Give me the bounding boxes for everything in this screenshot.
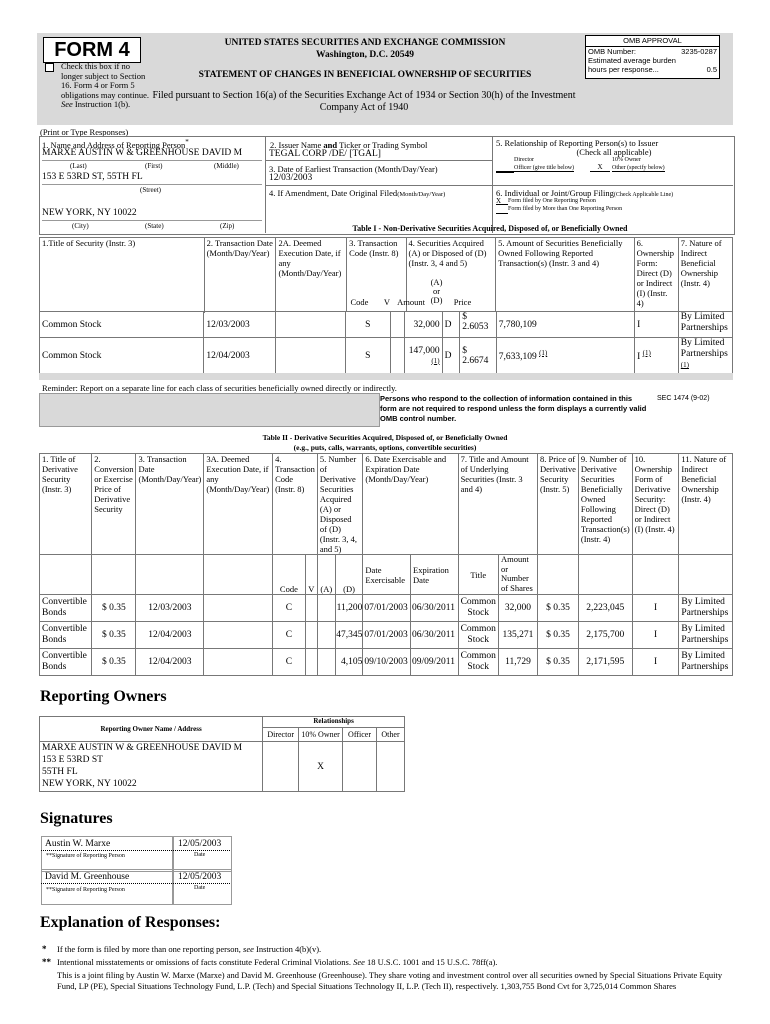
t2-r3-nature: By Limited Partnerships xyxy=(679,649,733,676)
t1-h6: 6. Ownership Form: Direct (D) or Indirect (I) (Instr. 4) xyxy=(634,238,678,312)
t2-h5: 5. Number of Derivative Securities Acquired (A) or Disposed of (D) (Instr. 3, 4, and 5) xyxy=(317,454,363,555)
t2-r2-code: C xyxy=(273,622,306,649)
table-row xyxy=(40,338,733,374)
persons-notice: Persons who respond to the collection of information contained in this form are not required to respond unless the form displays a currently valid OMB control number. xyxy=(380,394,647,423)
street-value[interactable]: 153 E 53RD ST, 55TH FL xyxy=(42,172,143,182)
t2-r2-unum: 135,271 xyxy=(498,622,537,649)
t2-r1-d: 11,200 xyxy=(335,595,363,622)
reporting-person-name[interactable]: MARXE AUSTIN W & GREENHOUSE DAVID M xyxy=(42,148,243,158)
t2-h10: 10. Ownership Form of Derivative Security: Direct (D) or Indirect (I) (Instr. 4) xyxy=(632,454,679,555)
t1-sub-amount: Amount xyxy=(397,297,425,307)
signatures-heading: Signatures xyxy=(40,810,113,827)
more-person-label: Form filed by More than One Reporting Person xyxy=(508,206,623,212)
t1-r2-owned: 7,633,109 $^{(1)}$ xyxy=(496,338,634,374)
owner-col-name: Reporting Owner Name / Address xyxy=(40,717,263,742)
t2-r2-owned: 2,175,700 xyxy=(578,622,632,649)
t1-r1-ad: D xyxy=(442,312,460,338)
t2-r1-code: C xyxy=(273,595,306,622)
t2-r1-title: Convertible Bonds xyxy=(40,595,92,622)
reminder: Reminder: Report on a separate line for each class of securities beneficially owned directly or indirectly. xyxy=(42,383,397,393)
t2-r3-dprice: $ 0.35 xyxy=(538,649,579,676)
t2-r2-title: Convertible Bonds xyxy=(40,622,92,649)
signature-1-date-label: Date xyxy=(194,852,206,858)
signature-2-date: 12/05/2003 xyxy=(178,872,222,882)
owner-address: MARXE AUSTIN W & GREENHOUSE DAVID M 153 E 53RD ST 55TH FL NEW YORK, NY 10022 xyxy=(40,742,263,792)
signature-2-date-label: Date xyxy=(194,885,206,891)
omb-title: OMB APPROVAL xyxy=(586,36,719,47)
table1-body xyxy=(39,311,733,374)
t1-h1: 1.Title of Security (Instr. 3) xyxy=(40,238,205,312)
t2-sub-v: V xyxy=(305,555,317,595)
t1-sub-v: V xyxy=(383,297,391,307)
director-label: Director xyxy=(514,157,534,163)
box4-label: 4. If Amendment, Date Original Filed(Month/Day/Year) xyxy=(269,188,446,198)
t1-h4: 4. Securities Acquired (A) or Disposed of (D) (Instr. 3, 4 and 5) xyxy=(406,238,496,312)
one-person-label: Form filed by One Reporting Person xyxy=(508,198,596,204)
t2-r3-price: $ 0.35 xyxy=(92,649,136,676)
owner-col-director: Director xyxy=(263,728,299,742)
t1-h7: 7. Nature of Indirect Beneficial Ownership (Instr. 4) xyxy=(678,238,732,312)
omb-burden-label: Estimated average burden xyxy=(588,56,676,65)
owner-col-other: Other xyxy=(377,728,405,742)
signature-2-name: David M. Greenhouse xyxy=(45,872,130,882)
t2-r2-d: 47,345 xyxy=(335,622,363,649)
issuer-name[interactable]: TEGAL CORP /DE/ [TGAL] xyxy=(269,149,381,159)
t2-h9: 9. Number of Derivative Securities Beneficially Owned Following Reported Transaction(s) (Instr. 4) xyxy=(578,454,632,555)
omb-number: 3235-0287 xyxy=(681,47,717,56)
t2-r3-date: 12/04/2003 xyxy=(136,649,204,676)
t1-r2-amount: 147,000 (1) xyxy=(405,338,442,374)
t2-r3-code: C xyxy=(273,649,306,676)
t2-r2-exp: 06/30/2011 xyxy=(411,622,459,649)
t1-r1-form: I xyxy=(635,312,679,338)
t2-r1-form: I xyxy=(632,595,679,622)
note-1-mark: * xyxy=(42,944,47,954)
signature-1-date: 12/05/2003 xyxy=(178,839,222,849)
t2-h2: 2. Conversion or Exercise Price of Derivative Security xyxy=(92,454,136,555)
table-row xyxy=(40,622,733,649)
t2-r1-exer: 07/01/2003 xyxy=(363,595,411,622)
t2-h3: 3. Transaction Date (Month/Day/Year) xyxy=(136,454,204,555)
check-note: Check this box if no longer subject to Section 16. Form 4 or Form 5 obligations may continue. See Instruction 1(b). xyxy=(61,61,150,109)
t2-h7: 7. Title and Amount of Underlying Securities (Instr. 3 and 4) xyxy=(458,454,537,555)
t1-sub-code: Code xyxy=(350,297,369,307)
t2-h11: 11. Nature of Indirect Beneficial Ownership (Instr. 4) xyxy=(679,454,733,555)
t2-r3-exp: 09/09/2011 xyxy=(411,649,459,676)
middle-label: (Middle) xyxy=(214,162,239,170)
t2-r1-dprice: $ 0.35 xyxy=(538,595,579,622)
owner-col-ten-pct: 10% Owner xyxy=(299,728,343,742)
first-label: (First) xyxy=(145,162,163,170)
t2-r3-owned: 2,171,595 xyxy=(578,649,632,676)
t1-r2-date: 12/04/2003 xyxy=(204,338,276,374)
ten-pct-owner-mark: X xyxy=(299,742,343,792)
sec-code: SEC 1474 (9-02) xyxy=(657,395,710,402)
form-title: FORM 4 xyxy=(43,37,141,63)
t1-r2-price: $ 2.6674 xyxy=(460,338,496,374)
owner-col-officer: Officer xyxy=(343,728,377,742)
t2-r3-unum: 11,729 xyxy=(498,649,537,676)
t2-r2-exer: 07/01/2003 xyxy=(363,622,411,649)
t2-r1-date: 12/03/2003 xyxy=(136,595,204,622)
agency-name: UNITED STATES SECURITIES AND EXCHANGE COMMISSION xyxy=(224,38,506,48)
t2-sub-exp: Expiration Date xyxy=(411,555,459,595)
box5-label: 5. Relationship of Reporting Person(s) to Issuer xyxy=(496,138,659,148)
earliest-transaction-date[interactable]: 12/03/2003 xyxy=(269,173,313,183)
omb-hours-label: hours per response... xyxy=(588,65,659,74)
t1-sub-ad: (A) or (D) xyxy=(430,277,443,305)
footnote-link[interactable]: (1) xyxy=(539,348,548,357)
t1-h2: 2. Transaction Date (Month/Day/Year) xyxy=(204,238,276,312)
signature-1-label: **Signature of Reporting Person xyxy=(46,853,125,859)
t1-h3: 3. Transaction Code (Instr. 8) xyxy=(347,238,406,312)
t2-h1: 1. Title of Derivative Security (Instr. 3) xyxy=(40,454,92,555)
t2-h3a: 3A. Deemed Execution Date, if any (Month/Day/Year) xyxy=(204,454,273,555)
t2-r3-utitle: Common Stock xyxy=(458,649,498,676)
table1-title: Table I - Non-Derivative Securities Acquired, Disposed of, or Beneficially Owned xyxy=(352,224,628,233)
box2-label: 2. Issuer Name and Ticker or Trading Symbol xyxy=(270,140,428,150)
city-label: (City) xyxy=(72,222,89,230)
t1-sub-price: Price xyxy=(453,297,472,307)
reporting-owners-heading: Reporting Owners xyxy=(40,688,167,705)
t2-r1-price: $ 0.35 xyxy=(92,595,136,622)
last-label: (Last) xyxy=(70,162,87,170)
t2-r1-nature: By Limited Partnerships xyxy=(679,595,733,622)
officer-label: Officer (give title below) xyxy=(514,165,575,171)
t1-r1-title: Common Stock xyxy=(40,312,204,338)
one-person-mark[interactable]: X xyxy=(496,197,508,205)
note-2: Intentional misstatements or omissions of facts constitute Federal Criminal Violations. See 18 U.S.C. 1001 and 15 U.S.C. 78ff(a). xyxy=(57,957,498,967)
box5-sub: (Check all applicable) xyxy=(576,147,652,157)
t2-r2-nature: By Limited Partnerships xyxy=(679,622,733,649)
footnote-link[interactable]: (1) xyxy=(642,348,651,357)
table-row xyxy=(40,595,733,622)
t1-r2-ad: D xyxy=(442,338,460,374)
other-label: Other (specify below) xyxy=(612,165,665,171)
t1-r1-amount: 32,000 xyxy=(405,312,442,338)
t2-sub-exer: Date Exercisable xyxy=(363,555,411,595)
table-row xyxy=(40,742,405,792)
city-value[interactable]: NEW YORK, NY 10022 xyxy=(42,208,137,218)
t2-h4: 4. Transaction Code (Instr. 8) xyxy=(273,454,318,555)
t1-r2-nature: By Limited Partnerships (1) xyxy=(678,338,732,374)
box3-label: 3. Date of Earliest Transaction (Month/Day/Year) xyxy=(269,164,438,174)
t2-sub-a: (A) xyxy=(317,555,335,595)
table2 xyxy=(39,453,733,676)
ten-pct-mark[interactable]: X xyxy=(590,163,610,172)
omb-approval-box xyxy=(585,35,720,79)
t1-h5: 5. Amount of Securities Beneficially Owned Following Reported Transaction(s) (Instr. 3 and 4) xyxy=(496,238,635,312)
street-label: (Street) xyxy=(140,186,161,194)
reporting-owners-table xyxy=(39,716,405,792)
note-2-mark: ** xyxy=(42,957,51,967)
table-row xyxy=(40,312,733,338)
t2-r1-unum: 32,000 xyxy=(498,595,537,622)
t1-r1-code: S xyxy=(345,312,390,338)
t2-r3-title: Convertible Bonds xyxy=(40,649,92,676)
t2-r1-exp: 06/30/2011 xyxy=(411,595,459,622)
t2-sub-num: Amount or Number of Shares xyxy=(498,555,537,595)
t2-h6: 6. Date Exercisable and Expiration Date (Month/Day/Year) xyxy=(363,454,458,555)
t2-r3-exer: 09/10/2003 xyxy=(363,649,411,676)
zip-label: (Zip) xyxy=(220,222,235,230)
state-label: (State) xyxy=(145,222,164,230)
omb-number-label: OMB Number: xyxy=(588,47,636,56)
t1-r2-code: S xyxy=(345,338,390,374)
t1-r1-nature: By Limited Partnerships xyxy=(678,312,732,338)
t2-r2-dprice: $ 0.35 xyxy=(538,622,579,649)
filed-pursuant: Filed pursuant to Section 16(a) of the Securities Exchange Act of 1934 or Section 30(h) of the Investment Company Act of 1940 xyxy=(152,90,576,113)
table-row xyxy=(40,649,733,676)
box1-label: 1. Name and Address of Reporting Person* xyxy=(42,138,189,150)
t2-r1-utitle: Common Stock xyxy=(458,595,498,622)
t1-r1-price: $ 2.6053 xyxy=(460,312,496,338)
explanation-heading: Explanation of Responses: xyxy=(40,914,221,931)
signature-1-name: Austin W. Marxe xyxy=(45,839,111,849)
signature-2-label: **Signature of Reporting Person xyxy=(46,887,125,893)
t2-r2-form: I xyxy=(632,622,679,649)
note-1: If the form is filed by more than one reporting person, see Instruction 4(b)(v). xyxy=(57,944,322,954)
footnote-link[interactable]: (1) xyxy=(431,356,440,365)
t2-h8: 8. Price of Derivative Security (Instr. 5) xyxy=(538,454,579,555)
t1-r2-title: Common Stock xyxy=(40,338,204,374)
print-or-type: (Print or Type Responses) xyxy=(40,127,129,137)
t2-sub-code: Code xyxy=(273,555,306,595)
t1-r2-form: I $^{(1)}$ xyxy=(635,338,679,374)
t2-r3-d: 4,105 xyxy=(335,649,363,676)
t2-r2-date: 12/04/2003 xyxy=(136,622,204,649)
t2-r3-form: I xyxy=(632,649,679,676)
table2-title: Table II - Derivative Securities Acquired, Disposed of, or Beneficially Owned xyxy=(262,433,508,442)
statement-title: STATEMENT OF CHANGES IN BENEFICIAL OWNERSHIP OF SECURITIES xyxy=(198,70,532,80)
note-3: This is a joint filing by Austin W. Marxe (Marxe) and David M. Greenhouse (Greenhouse). They share voting and investment control over all securities owned by Special Situations Private Equity Fund, LP (PE), Special Situations Technology Fund, L.P. (Tech) and Special Situations Technology II, L.P. (Tech II), respectively. 1,303,755 Bond Cvt for 3,725,014 Common Shares xyxy=(57,970,723,991)
t2-r2-price: $ 0.35 xyxy=(92,622,136,649)
t1-r1-date: 12/03/2003 xyxy=(204,312,276,338)
t2-sub-d: (D) xyxy=(335,555,363,595)
no-longer-subject-checkbox[interactable] xyxy=(45,63,54,72)
agency-city: Washington, D.C. 20549 xyxy=(316,50,414,60)
box6-label: 6. Individual or Joint/Group Filing(Check Applicable Line) xyxy=(496,188,674,198)
footnote-link[interactable]: (1) xyxy=(680,361,689,369)
ten-pct-label: 10% Owner xyxy=(612,157,641,163)
t2-sub-title: Title xyxy=(458,555,498,595)
t2-r1-owned: 2,223,045 xyxy=(578,595,632,622)
table2-subtitle: (e.g., puts, calls, warrants, options, convertible securities) xyxy=(293,443,477,452)
t2-r2-utitle: Common Stock xyxy=(458,622,498,649)
relationships-label: Relationships xyxy=(263,717,405,728)
omb-hours: 0.5 xyxy=(706,65,717,74)
t1-h2a: 2A. Deemed Execution Date, if any (Month/Day/Year) xyxy=(276,238,347,312)
t1-r1-owned: 7,780,109 xyxy=(496,312,634,338)
